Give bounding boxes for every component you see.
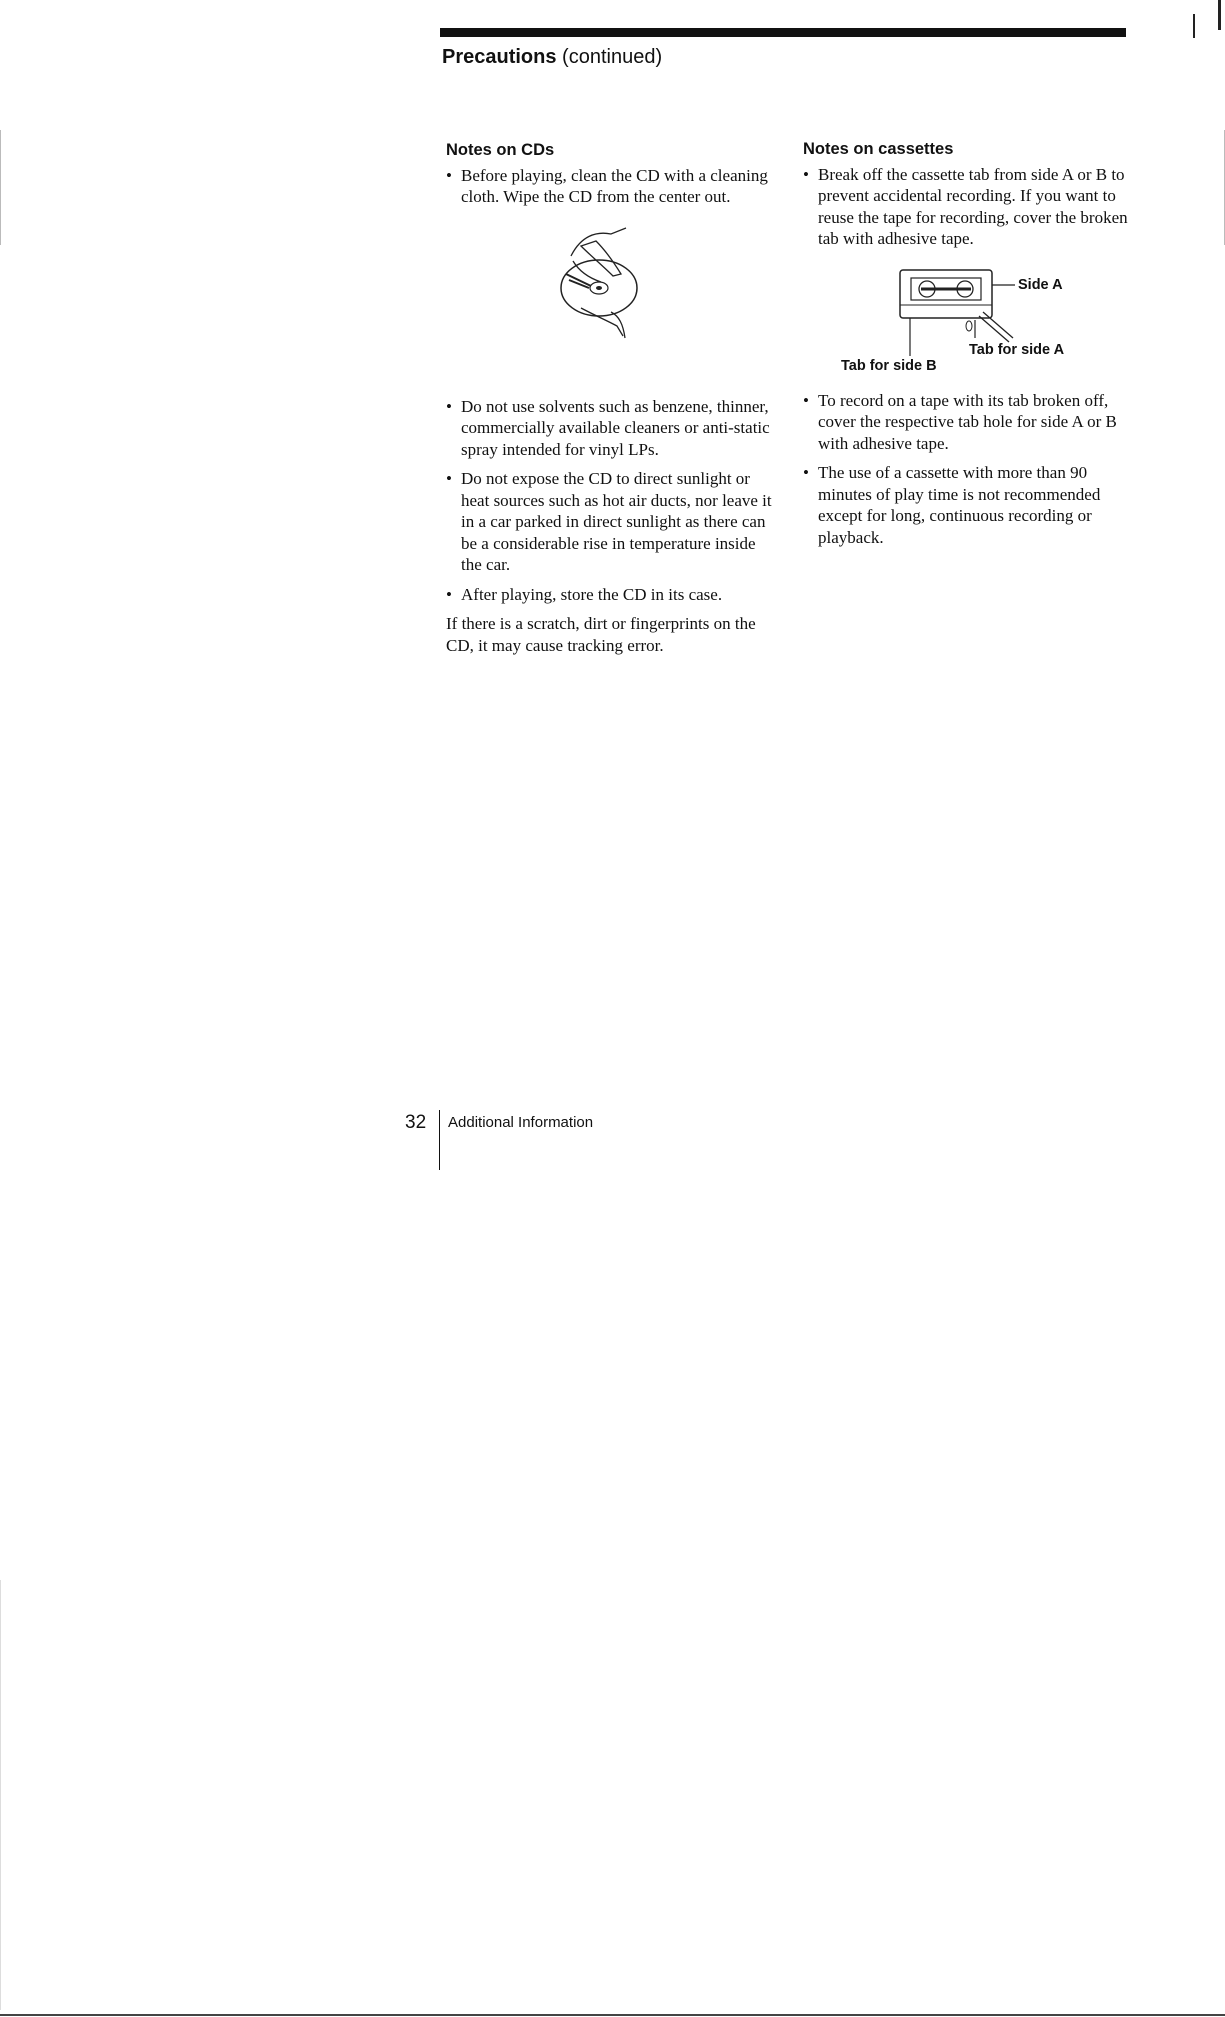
cd-notes-list [446,165,776,208]
side-a-label: Side A [1018,276,1063,293]
cassette-note-1: Break off the cassette tab from side A or B to prevent accidental recording. If you want to reuse the tape for recording, cover the broken tab with adhesive tape. [818,164,1128,248]
scan-edge [0,2014,1225,2016]
list-item [803,462,1133,548]
crop-mark [1193,14,1195,38]
cassette-notes-title: Notes on cassettes [803,140,954,158]
crop-mark [1218,0,1221,30]
cd-note-2: Do not use solvents such as benzene, thinner, commercially available cleaners or anti-static spray intended for vinyl LPs. [461,396,770,459]
list-item [446,396,776,461]
cd-cleaning-icon [551,216,671,346]
page-title-bold: Precautions [442,46,557,68]
list-item [803,164,1133,250]
footer-divider [439,1110,440,1170]
cd-notes-list-2 [446,396,776,606]
cd-note-3: Do not expose the CD to direct sunlight or heat sources such as hot air ducts, nor leave it in a car parked in direct sunlight as there can be a considerable rise in temperature inside the car. [461,469,772,574]
page-number: 32 [405,1112,427,1133]
cassette-note-3: The use of a cassette with more than 90 minutes of play time is not recommended except for long, continuous recording or playback. [818,463,1101,547]
list-item [446,468,776,576]
cd-notes-title: Notes on CDs [446,141,555,159]
list-item [803,390,1133,455]
cassette-note-2: To record on a tape with its tab broken off, cover the respective tab hole for side A or B with adhesive tape. [818,390,1117,453]
tab-side-a-label: Tab for side A [969,341,1065,358]
tab-side-b-label: Tab for side B [841,357,937,374]
cd-closing-note: If there is a scratch, dirt or fingerprints on the CD, it may cause tracking error. [446,614,756,655]
footer-section-label: Additional Information [448,1114,594,1131]
list-item [446,584,776,606]
cd-note-4: After playing, store the CD in its case. [461,584,723,604]
scan-edge [0,1580,1,2010]
cd-notes-section [446,140,776,656]
page-title-rest: (continued) [562,46,663,68]
cassette-tab-illustration [803,260,1133,380]
cassette-notes-list [803,164,1133,250]
cd-note-1: Before playing, clean the CD with a cleaning cloth. Wipe the CD from the center out. [461,165,768,206]
cassette-notes-list-2 [803,390,1133,549]
list-item [446,165,776,208]
cd-cleaning-illustration [446,216,776,386]
scan-edge [0,130,1,245]
page-title [442,46,662,69]
cassette-notes-section [803,139,1133,556]
header-rule [440,28,1126,37]
